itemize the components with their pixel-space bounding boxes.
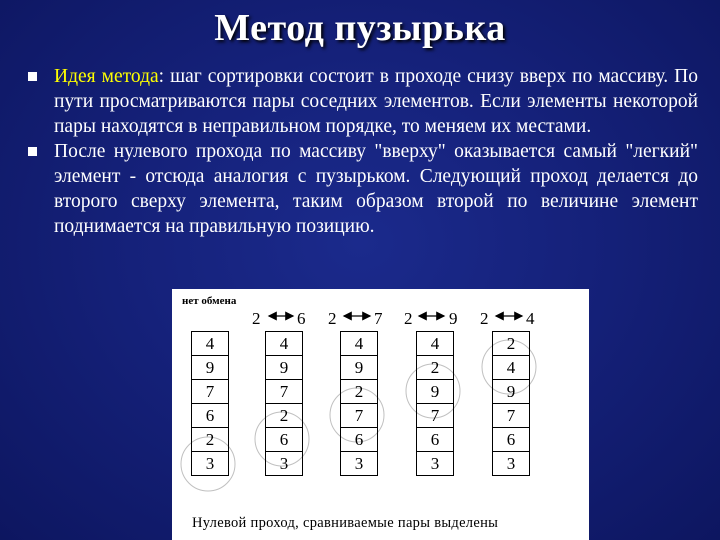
array-cell: 6 bbox=[341, 428, 377, 452]
square-bullet-icon bbox=[28, 147, 37, 156]
array-cell: 4 bbox=[192, 332, 228, 356]
array-column bbox=[416, 331, 454, 476]
array-cell: 4 bbox=[341, 332, 377, 356]
array-column bbox=[265, 331, 303, 476]
pair-right-value: 7 bbox=[374, 309, 383, 328]
pair-right-value: 6 bbox=[297, 309, 306, 328]
pair-left-value: 2 bbox=[480, 309, 489, 328]
array-cell: 9 bbox=[341, 356, 377, 380]
array-cell: 4 bbox=[417, 332, 453, 356]
array-cell: 9 bbox=[493, 380, 529, 404]
array-cell: 6 bbox=[493, 428, 529, 452]
array-cell: 7 bbox=[341, 404, 377, 428]
bubble-sort-diagram bbox=[172, 289, 589, 540]
array-cell: 2 bbox=[266, 404, 302, 428]
array-cell: 7 bbox=[266, 380, 302, 404]
pair-right-value: 4 bbox=[526, 309, 535, 328]
array-cell: 9 bbox=[192, 356, 228, 380]
array-cell: 6 bbox=[266, 428, 302, 452]
pair-left-value: 2 bbox=[404, 309, 413, 328]
slide-title: Метод пузырька bbox=[214, 7, 506, 49]
array-cell: 2 bbox=[417, 356, 453, 380]
array-cell: 6 bbox=[192, 404, 228, 428]
array-column bbox=[492, 331, 530, 476]
array-cell: 2 bbox=[341, 380, 377, 404]
array-cell: 3 bbox=[430, 454, 440, 473]
pair-left-value: 2 bbox=[252, 309, 261, 328]
array-cell: 3 bbox=[279, 454, 289, 473]
method-idea-text: : шаг сортировки состоит в проходе снизу вверх по массиву. По пути просматриваются пары соседних элементов. Если элементы некоторой пары находятся в неправильном порядке, то меняем их местами. bbox=[54, 66, 698, 137]
array-cell: 2 bbox=[493, 332, 529, 356]
no-swap-label: нет обмена bbox=[182, 295, 237, 307]
bullet-item-method-idea bbox=[22, 64, 698, 139]
bullet-item-zero-pass bbox=[22, 139, 698, 239]
array-cell: 9 bbox=[417, 380, 453, 404]
diagram-caption: Нулевой проход, сравниваемые пары выделены bbox=[192, 515, 499, 531]
method-idea-label: Идея метода bbox=[54, 66, 159, 87]
array-column bbox=[191, 331, 229, 476]
square-bullet-icon bbox=[28, 72, 37, 81]
array-cell: 4 bbox=[493, 356, 529, 380]
array-cell: 2 bbox=[192, 428, 228, 452]
array-column bbox=[340, 331, 378, 476]
array-cell: 6 bbox=[417, 428, 453, 452]
pair-right-value: 9 bbox=[449, 309, 458, 328]
array-cell: 3 bbox=[354, 454, 364, 473]
array-cell: 3 bbox=[506, 454, 516, 473]
array-cell: 4 bbox=[266, 332, 302, 356]
array-cell: 7 bbox=[192, 380, 228, 404]
zero-pass-text: После нулевого прохода по массиву "вверху" оказывается самый "легкий" элемент - отсюда аналогия с пузырьком. Следующий проход делается до второго сверху элемента, таким образом второй по величине элемент поднимается на правильную позицию. bbox=[54, 141, 698, 237]
bullet-list bbox=[22, 64, 698, 239]
array-cell: 7 bbox=[493, 404, 529, 428]
array-cell: 9 bbox=[266, 356, 302, 380]
array-cell: 3 bbox=[205, 454, 215, 473]
array-cell: 7 bbox=[417, 404, 453, 428]
pair-left-value: 2 bbox=[328, 309, 337, 328]
